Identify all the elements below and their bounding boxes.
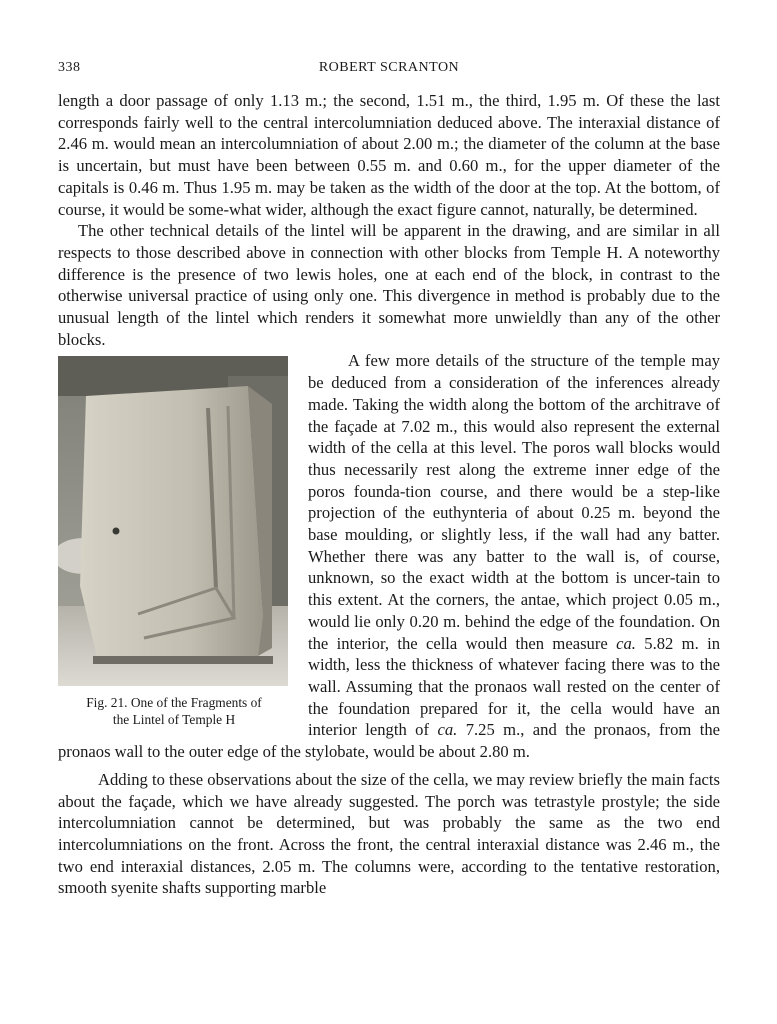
lintel-fragment-photo: [58, 356, 288, 686]
figure-caption: [58, 694, 290, 728]
paragraph-3-text-c: 7.25 m., and the pronaos, from the pronaos wall to the outer edge of the stylobate, would be about 2.80 m.: [58, 720, 720, 762]
running-title: ROBERT SCRANTON: [318, 60, 460, 75]
body-text: [58, 90, 720, 899]
paragraph-3-text-a: A few more details of the structure of the temple may be deduced from a consideration of the inferences already made. Taking the width along the bottom of the architrave of the façade at 7.02 m., this would also represent the external width of the cella at this level. The poros wall blocks would thus necessarily rest along the extreme inner edge of the poros founda-tion course, and there would be a step-like projection of the euthynteria of about 0.25 m. beyond the base moulding, or slightly less, if the wall had any batter. Whether there was any batter to the wall is, of course, unknown, so the exact width at the bottom is uncer-tain to this extent. At the corners, the antae, which project 0.05 m., would lie only 0.20 m. behind the edge of the foundation. On the interior, the cella would then measure: [308, 351, 720, 653]
paragraph-4: Adding to these observations about the size of the cella, we may review briefly the main facts about the façade, which we have already suggested. The porch was tetrastyle prostyle; the side intercolumniation cannot be determined, but was probably the same as the two end intercolumniations on the front. Across the front, the central interaxial distance was 2.46 m., the two end interaxial distances, 2.05 m. The columns were, according to the tentative restoration, smooth syenite shafts supporting marble: [58, 769, 720, 898]
page-number: 338: [58, 60, 81, 75]
paragraph-2-text: The other technical details of the lintel will be apparent in the drawing, and are similar in all respects to those described above in connection with other blocks from Temple H. A noteworthy difference is the presence of two lewis holes, one at each end of the block, in contrast to the otherwise universal practice of using only one. This divergence in method is probably due to the unusual length of the lintel which renders it somewhat more unwieldly than any of the other blocks.: [58, 221, 720, 349]
page-header: [58, 60, 720, 80]
paragraph-3-text-b: 5.82 m. in width, less the thickness of whatever facing there was to the wall. Assuming that the pronaos wall rested on the center of the foundation prepared for it, the cella would have an interior length of: [308, 633, 721, 740]
paragraph-2: [58, 220, 720, 350]
abbrev-circa-2: ca.: [437, 720, 458, 740]
abbrev-circa-1: ca.: [616, 633, 636, 653]
figure-21: [58, 356, 290, 728]
paragraph-1: length a door passage of only 1.13 m.; the second, 1.51 m., the third, 1.95 m. Of these the last corresponds fairly well to the central intercolumniation deduced above. The interaxial distance of 2.46 m. would mean an intercolumniation of about 2.00 m.; the diameter of the column at the base is uncertain, but must have been between 0.55 m. and 0.60 m., for the upper diameter of the capitals is 0.46 m. Thus 1.95 m. may be taken as the width of the door at the top. At the bottom, of course, it would be some-what wider, although the exact figure cannot, naturally, be determined.: [58, 91, 720, 219]
caption-line-1: Fig. 21. One of the Fragments of: [86, 695, 262, 711]
caption-line-2: the Lintel of Temple H: [112, 712, 236, 728]
